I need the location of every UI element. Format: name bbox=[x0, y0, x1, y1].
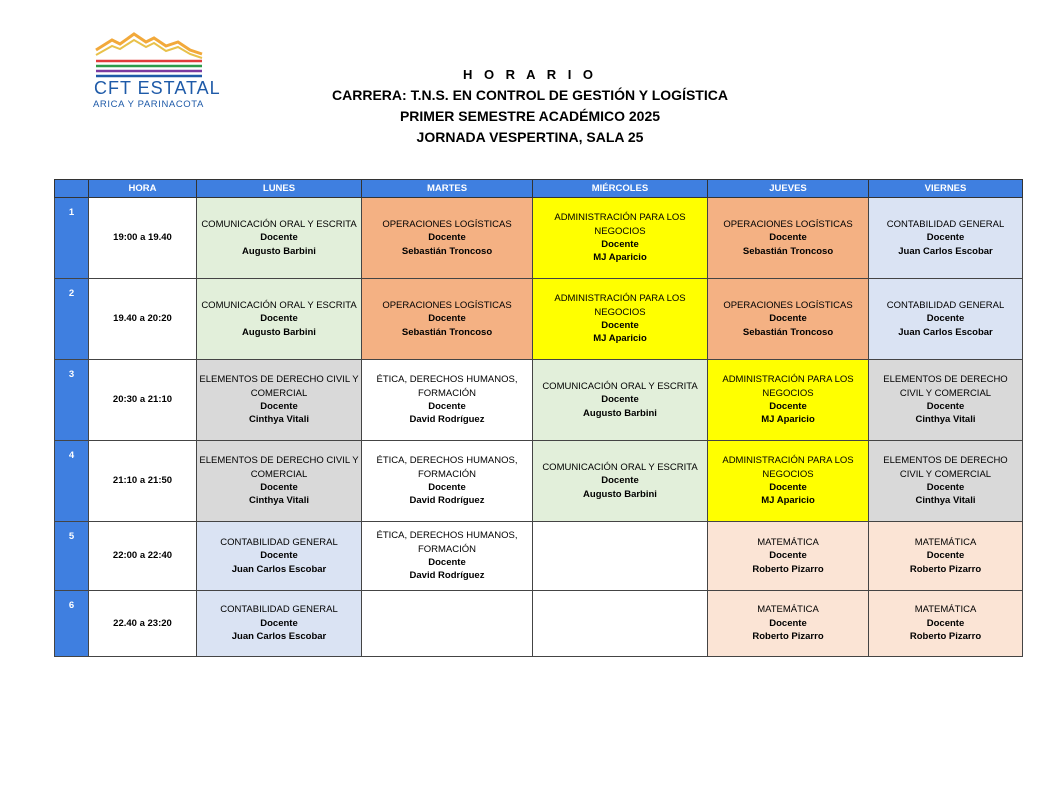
subject-name: ELEMENTOS DE DERECHO CIVIL Y COMERCIAL bbox=[883, 455, 1008, 480]
table-row bbox=[55, 279, 1023, 360]
class-cell bbox=[197, 360, 362, 441]
table-row bbox=[55, 522, 1023, 591]
document-header bbox=[300, 64, 760, 148]
teacher-name: Sebastián Troncoso bbox=[401, 245, 493, 257]
teacher-name: Cinthya Vitali bbox=[915, 414, 976, 426]
subject-name: ÉTICA, DERECHOS HUMANOS, FORMACIÓN bbox=[376, 455, 518, 480]
subject-name: ELEMENTOS DE DERECHO CIVIL Y COMERCIAL bbox=[883, 374, 1008, 399]
class-cell bbox=[533, 198, 708, 279]
class-cell bbox=[869, 591, 1023, 657]
subject-name: COMUNICACIÓN ORAL Y ESCRITA bbox=[201, 218, 357, 230]
class-cell bbox=[708, 198, 869, 279]
role-label: Docente bbox=[428, 557, 466, 568]
role-label: Docente bbox=[769, 617, 807, 629]
column-header-jueves: JUEVES bbox=[708, 180, 869, 198]
header-row bbox=[55, 180, 1023, 198]
subject-name: MATEMÁTICA bbox=[757, 536, 819, 548]
class-cell bbox=[362, 441, 533, 522]
class-cell bbox=[362, 279, 533, 360]
table-row bbox=[55, 441, 1023, 522]
class-cell bbox=[533, 441, 708, 522]
class-cell bbox=[197, 522, 362, 591]
role-label: Docente bbox=[769, 482, 807, 493]
schedule-table bbox=[54, 179, 1023, 657]
time-slot: 20:30 a 21:10 bbox=[89, 360, 197, 441]
class-cell bbox=[197, 198, 362, 279]
column-header-lunes: LUNES bbox=[197, 180, 362, 198]
logo bbox=[92, 30, 221, 114]
class-cell bbox=[869, 279, 1023, 360]
teacher-name: MJ Aparicio bbox=[593, 333, 647, 345]
class-cell bbox=[362, 591, 533, 657]
subject-name: CONTABILIDAD GENERAL bbox=[886, 299, 1005, 311]
column-header-viernes: VIERNES bbox=[869, 180, 1023, 198]
logo-subtitle: ARICA Y PARINACOTA bbox=[93, 99, 204, 110]
role-label: Docente bbox=[769, 313, 807, 325]
role-label: Docente bbox=[601, 320, 639, 331]
row-number: 4 bbox=[55, 441, 89, 522]
subject-name: ELEMENTOS DE DERECHO CIVIL Y COMERCIAL bbox=[199, 374, 359, 399]
class-cell bbox=[197, 441, 362, 522]
class-cell bbox=[197, 591, 362, 657]
subject-name: OPERACIONES LOGÍSTICAS bbox=[382, 299, 512, 311]
subject-name: COMUNICACIÓN ORAL Y ESCRITA bbox=[542, 461, 698, 473]
role-label: Docente bbox=[260, 401, 298, 412]
subject-name: COMUNICACIÓN ORAL Y ESCRITA bbox=[201, 299, 357, 311]
class-cell bbox=[362, 198, 533, 279]
session-line: JORNADA VESPERTINA, SALA 25 bbox=[416, 129, 644, 145]
teacher-name: Sebastián Troncoso bbox=[401, 326, 493, 338]
class-cell bbox=[708, 441, 869, 522]
teacher-name: Roberto Pizarro bbox=[909, 563, 982, 575]
teacher-name: Roberto Pizarro bbox=[909, 631, 982, 643]
role-label: Docente bbox=[926, 550, 965, 562]
row-number: 6 bbox=[55, 591, 89, 657]
class-cell bbox=[533, 279, 708, 360]
class-cell bbox=[869, 522, 1023, 591]
subject-name: ELEMENTOS DE DERECHO CIVIL Y COMERCIAL bbox=[199, 455, 359, 480]
teacher-name: MJ Aparicio bbox=[761, 414, 815, 426]
class-cell bbox=[869, 360, 1023, 441]
time-slot: 19:00 a 19.40 bbox=[89, 198, 197, 279]
row-number: 1 bbox=[55, 198, 89, 279]
teacher-name: David Rodríguez bbox=[409, 495, 485, 507]
table-row bbox=[55, 360, 1023, 441]
class-cell bbox=[708, 360, 869, 441]
column-header-martes: MARTES bbox=[362, 180, 533, 198]
class-cell bbox=[533, 591, 708, 657]
role-label: Docente bbox=[601, 394, 639, 406]
class-cell bbox=[708, 591, 869, 657]
teacher-name: Augusto Barbini bbox=[583, 488, 657, 500]
time-slot: 22.40 a 23:20 bbox=[89, 591, 197, 657]
subject-name: ÉTICA, DERECHOS HUMANOS, FORMACIÓN bbox=[376, 374, 518, 399]
teacher-name: David Rodríguez bbox=[409, 414, 485, 426]
subject-name: ADMINISTRACIÓN PARA LOS NEGOCIOS bbox=[722, 455, 854, 480]
class-cell bbox=[533, 360, 708, 441]
class-cell bbox=[708, 279, 869, 360]
subject-name: MATEMÁTICA bbox=[914, 536, 977, 548]
role-label: Docente bbox=[769, 232, 807, 244]
teacher-name: Juan Carlos Escobar bbox=[231, 563, 327, 575]
teacher-name: Roberto Pizarro bbox=[752, 631, 824, 643]
role-label: Docente bbox=[428, 313, 466, 325]
class-cell bbox=[362, 360, 533, 441]
role-label: Docente bbox=[260, 232, 298, 244]
class-cell bbox=[362, 522, 533, 591]
teacher-name: MJ Aparicio bbox=[593, 252, 647, 264]
table-row bbox=[55, 198, 1023, 279]
teacher-name: Augusto Barbini bbox=[583, 407, 657, 419]
role-label: Docente bbox=[260, 550, 298, 562]
table-row bbox=[55, 591, 1023, 657]
mountains-logo-icon bbox=[94, 30, 204, 80]
role-label: Docente bbox=[926, 313, 965, 325]
teacher-name: Juan Carlos Escobar bbox=[898, 245, 993, 257]
teacher-name: Juan Carlos Escobar bbox=[898, 326, 993, 338]
career-line: CARRERA: T.N.S. EN CONTROL DE GESTIÓN Y LOGÍSTICA bbox=[332, 87, 728, 103]
role-label: Docente bbox=[926, 617, 965, 629]
time-slot: 22:00 a 22:40 bbox=[89, 522, 197, 591]
role-label: Docente bbox=[601, 475, 639, 487]
subject-name: ADMINISTRACIÓN PARA LOS NEGOCIOS bbox=[554, 212, 686, 237]
teacher-name: David Rodríguez bbox=[409, 570, 485, 582]
row-number: 2 bbox=[55, 279, 89, 360]
subject-name: ADMINISTRACIÓN PARA LOS NEGOCIOS bbox=[722, 374, 854, 399]
document-title: H O R A R I O bbox=[462, 67, 598, 82]
semester-line: PRIMER SEMESTRE ACADÉMICO 2025 bbox=[399, 108, 661, 124]
role-label: Docente bbox=[260, 482, 298, 493]
teacher-name: Juan Carlos Escobar bbox=[231, 631, 327, 643]
class-cell bbox=[533, 522, 708, 591]
teacher-name: Sebastián Troncoso bbox=[742, 245, 834, 257]
role-label: Docente bbox=[926, 482, 965, 493]
teacher-name: Cinthya Vitali bbox=[248, 414, 309, 426]
role-label: Docente bbox=[428, 232, 466, 244]
teacher-name: Cinthya Vitali bbox=[915, 495, 976, 507]
role-label: Docente bbox=[926, 401, 965, 412]
role-label: Docente bbox=[428, 401, 466, 412]
subject-name: CONTABILIDAD GENERAL bbox=[220, 604, 338, 616]
subject-name: OPERACIONES LOGÍSTICAS bbox=[382, 218, 512, 230]
role-label: Docente bbox=[769, 401, 807, 412]
role-label: Docente bbox=[769, 550, 807, 562]
class-cell bbox=[708, 522, 869, 591]
class-cell bbox=[869, 198, 1023, 279]
row-number: 3 bbox=[55, 360, 89, 441]
role-label: Docente bbox=[260, 617, 298, 629]
subject-name: CONTABILIDAD GENERAL bbox=[886, 218, 1005, 230]
role-label: Docente bbox=[926, 232, 965, 244]
teacher-name: Roberto Pizarro bbox=[752, 563, 824, 575]
class-cell bbox=[197, 279, 362, 360]
time-slot: 21:10 a 21:50 bbox=[89, 441, 197, 522]
subject-name: ÉTICA, DERECHOS HUMANOS, FORMACIÓN bbox=[376, 530, 518, 555]
subject-name: MATEMÁTICA bbox=[757, 604, 819, 616]
teacher-name: Augusto Barbini bbox=[242, 245, 316, 257]
teacher-name: Cinthya Vitali bbox=[248, 495, 309, 507]
subject-name: OPERACIONES LOGÍSTICAS bbox=[723, 218, 853, 230]
logo-name: CFT ESTATAL bbox=[94, 78, 221, 98]
role-label: Docente bbox=[601, 239, 639, 250]
row-number: 5 bbox=[55, 522, 89, 591]
class-cell bbox=[869, 441, 1023, 522]
column-header-hora: HORA bbox=[89, 180, 197, 198]
role-label: Docente bbox=[260, 313, 298, 325]
subject-name: OPERACIONES LOGÍSTICAS bbox=[723, 299, 853, 311]
subject-name: ADMINISTRACIÓN PARA LOS NEGOCIOS bbox=[554, 293, 686, 318]
column-header-index bbox=[55, 180, 89, 198]
role-label: Docente bbox=[428, 482, 466, 493]
subject-name: CONTABILIDAD GENERAL bbox=[220, 536, 338, 548]
time-slot: 19.40 a 20:20 bbox=[89, 279, 197, 360]
teacher-name: Augusto Barbini bbox=[242, 326, 316, 338]
teacher-name: Sebastián Troncoso bbox=[742, 326, 834, 338]
subject-name: MATEMÁTICA bbox=[914, 604, 977, 616]
teacher-name: MJ Aparicio bbox=[761, 495, 815, 507]
subject-name: COMUNICACIÓN ORAL Y ESCRITA bbox=[542, 380, 698, 392]
column-header-miercoles: MIÉRCOLES bbox=[533, 180, 708, 198]
